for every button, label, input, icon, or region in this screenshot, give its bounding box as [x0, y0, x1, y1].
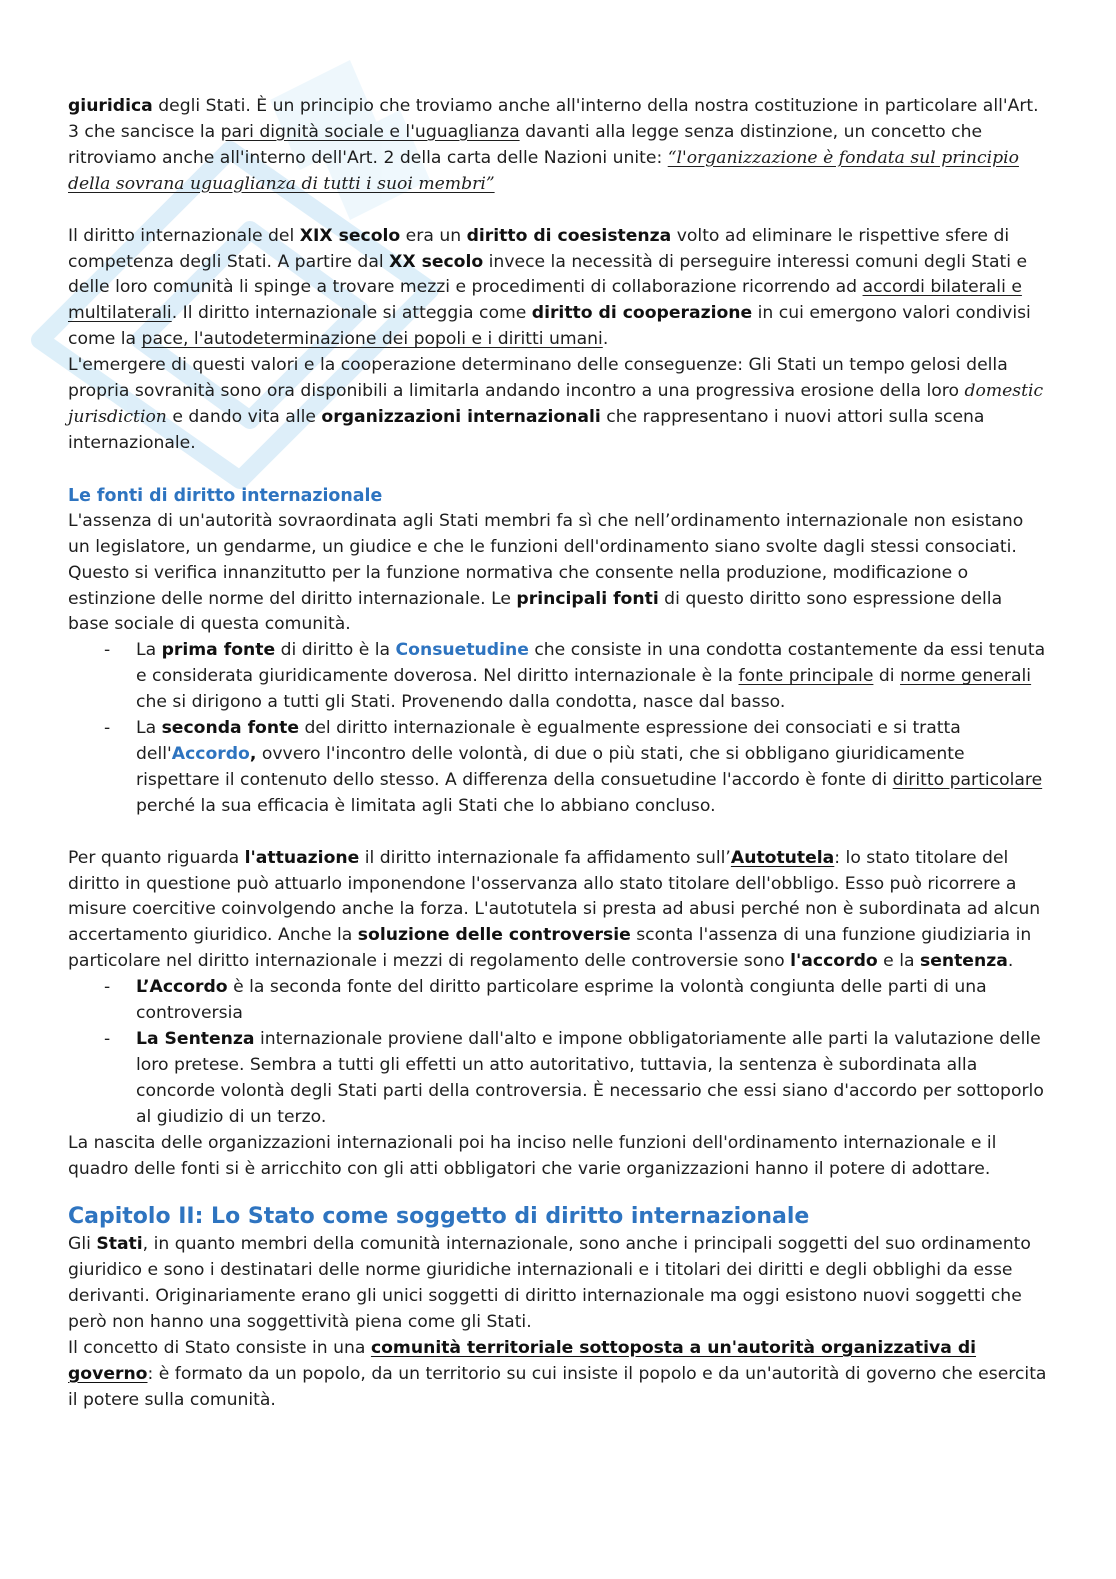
- list-item-l-accordo: - L’Accordo è la seconda fonte del diritto particolare esprime la volontà congiunta delle parti di una controversia: [104, 977, 987, 1024]
- list-item-la-sentenza: - La Sentenza internazionale proviene dall'alto e impone obbligatoriamente alle parti la valutazione delle loro pretese. Sembra a tutti gli effetti un atto autoritativo, tuttavia, la sentenza è subordinata alla concorde volontà degli Stati parti della controversia. È necessario che essi siano d'accordo per sottoporlo al giudizio di un terzo.: [104, 1029, 1044, 1127]
- paragraph-autotutela: Per quanto riguarda l'attuazione il diritto internazionale fa affidamento sull’Autotutela: lo stato titolare del diritto in questione può attuarlo imponendone l'osservanza allo stato titolare dell'obbligo. Esso può ricorrere a misure coercitive coinvolgendo anche la forza. L'autotutela si presta ad abusi perché non è subordinata ad alcun accertamento giuridico. Anche la soluzione delle controversie sconta l'assenza di una funzione giudiziaria in particolare nel diritto internazionale i mezzi di regolamento delle controversie sono l'accordo e la sentenza.: [68, 847, 1041, 972]
- chapter-heading-capitolo-2: Capitolo II: Lo Stato come soggetto di diritto internazionale: [68, 1204, 810, 1230]
- paragraph-organizzazioni: La nascita delle organizzazioni internazionali poi ha inciso nelle funzioni dell'ordinamento internazionale e il quadro delle fonti si è arricchito con gli atti obbligatori che varie organizzazioni hanno il potere di adottare.: [68, 1132, 997, 1179]
- paragraph-concetto-stato: Il concetto di Stato consiste in una comunità territoriale sottoposta a un'autorità organizzativa di governo: è formato da un popolo, da un territorio su cui insiste il popolo e da un'autorità di governo che esercita il potere sulla comunità.: [68, 1338, 1047, 1410]
- un-charter-quote: “l'organizzazione è fondata sul principio della sovrana uguaglianza di tutti i suoi membri”: [68, 147, 1019, 194]
- paragraph-coesistenza: Il diritto internazionale del XIX secolo era un diritto di coesistenza volto ad eliminare le rispettive sfere di competenza degli Stati. A partire dal XX secolo invece la necessità di perseguire interessi comuni degli Stati e delle loro comunità li spinge a trovare mezzi e procedimenti di collaborazione ricorrendo ad accordi bilaterali e multilaterali. Il diritto internazionale si atteggia come diritto di cooperazione in cui emergono valori condivisi come la pace, l'autodeterminazione dei popoli e i diritti umani.: [68, 225, 1031, 350]
- section-heading-fonti: Le fonti di diritto internazionale: [68, 485, 383, 506]
- paragraph-sovranita: L'emergere di questi valori e la cooperazione determinano delle conseguenze: Gli Stati un tempo gelosi della propria sovranità sono ora disponibili a limitarla andando incontro a una progressiva erosione della loro domestic jurisdiction e dando vita alle organizzazioni internazionali che rappresentano i nuovi attori sulla scena internazionale.: [68, 355, 1044, 453]
- fonti-list: [68, 638, 1048, 819]
- controversie-list: [68, 975, 1048, 1130]
- list-item-consuetudine: - La prima fonte di diritto è la Consuetudine che consiste in una condotta costantemente da essi tenuta e considerata giuridicamente doverosa. Nel diritto internazionale è la fonte principale di norme generali che si dirigono a tutti gli Stati. Provenendo dalla condotta, nasce dal basso.: [104, 640, 1046, 713]
- document-page: [68, 94, 1048, 1414]
- paragraph-stati: Gli Stati, in quanto membri della comunità internazionale, sono anche i principali soggetti del suo ordinamento giuridico e sono i destinatari delle norme giuridiche internazionali e i titolari dei diritti e degli obblighi da esse derivanti. Originariamente erano gli unici soggetti di diritto internazionale ma oggi esistono nuovi soggetti che però non hanno una soggettività piena come gli Stati.: [68, 1234, 1031, 1333]
- paragraph-assenza-autorita: L'assenza di un'autorità sovraordinata agli Stati membri fa sì che nell’ordinamento internazionale non esistano un legislatore, un gendarme, un giudice e che le funzioni dell'ordinamento siano svolte dagli stessi consociati. Questo si verifica innanzitutto per la funzione normativa che consente nella produzione, modificazione o estinzione delle norme del diritto internazionale. Le principali fonti di questo diritto sono espressione della base sociale di questa comunità.: [68, 510, 1024, 635]
- paragraph-uguaglianza: giuridica degli Stati. È un principio che troviamo anche all'interno della nostra costituzione in particolare all'Art. 3 che sancisce la pari dignità sociale e l'uguaglianza davanti alla legge senza distinzione, un concetto che ritroviamo anche all'interno dell'Art. 2 della carta delle Nazioni unite: “l'organizzazione è fondata sul principio della sovrana uguaglianza di tutti i suoi membri”: [68, 96, 1039, 194]
- list-item-accordo: - La seconda fonte del diritto internazionale è egualmente espressione dei consociati e si tratta dell'Accordo, ovvero l'incontro delle volontà, di due o più stati, che si obbligano giuridicamente rispettare il contenuto dello stesso. A differenza della consuetudine l'accordo è fonte di diritto particolare perché la sua efficacia è limitata agli Stati che lo abbiano concluso.: [104, 718, 1043, 816]
